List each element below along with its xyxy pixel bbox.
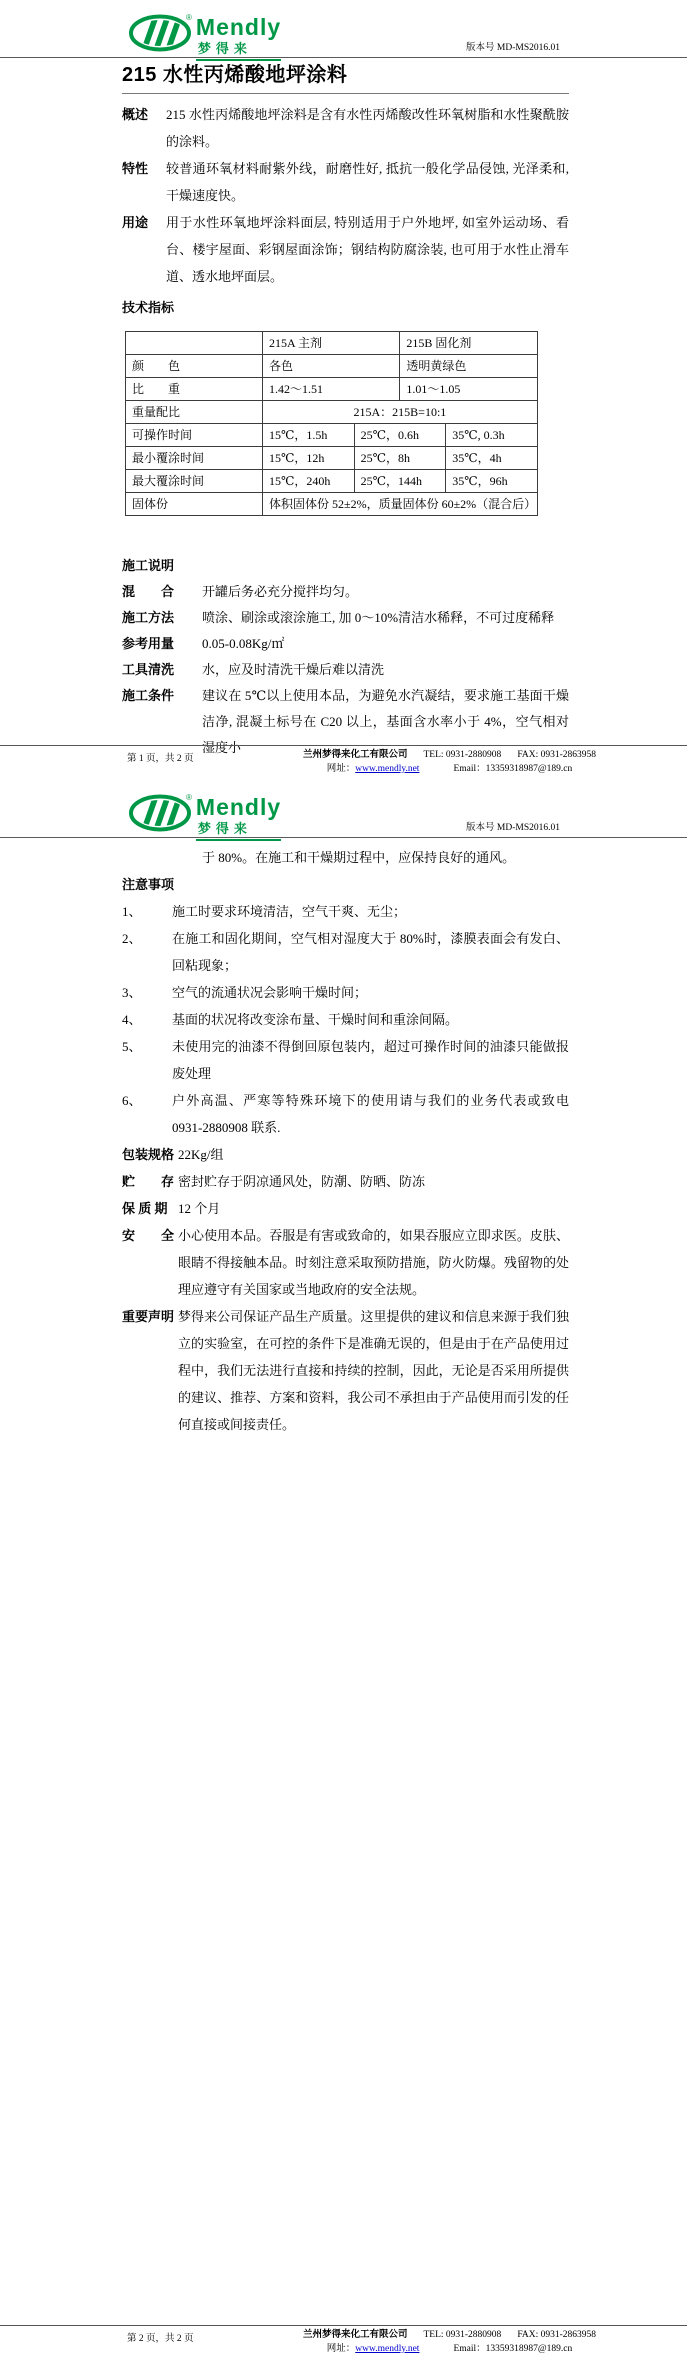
company-name: 兰州梦得来化工有限公司	[302, 750, 408, 760]
info-item-shelf-life	[122, 1195, 569, 1222]
info-item-storage	[122, 1168, 569, 1195]
table-row-pot-life	[126, 424, 538, 447]
email-label: Email：	[453, 2344, 486, 2354]
table-cell-empty	[126, 332, 263, 355]
section-features	[122, 155, 569, 209]
note-text: 在施工和固化期间，空气相对湿度大于 80%时，漆膜表面会有发白、回粘现象；	[172, 931, 569, 973]
page1-header	[0, 0, 687, 58]
item-label: 施工方法	[122, 610, 175, 625]
table-cell: 35℃，96h	[446, 470, 538, 493]
product-info-items	[122, 1141, 569, 1438]
fax-label: FAX: 0931-2863958	[517, 750, 597, 760]
table-cell: 25℃，8h	[354, 447, 446, 470]
item-text: 建议在 5℃以上使用本品，为避免水汽凝结，要求施工基面干燥洁净, 混凝土标号在 C20 以上，基面含水率小于 4%，空气相对湿度小	[202, 688, 569, 755]
note-item	[122, 925, 569, 979]
note-number: 5、	[122, 1039, 142, 1054]
email-address: 13359318987@189.cn	[485, 2344, 573, 2354]
section-overview	[122, 101, 569, 155]
page-number-label: 第 1 页，共 2 页	[127, 754, 194, 764]
tech-spec-table	[125, 331, 538, 516]
table-cell: 25℃，0.6h	[354, 424, 446, 447]
note-number: 4、	[122, 1012, 142, 1027]
phone-label: TEL: 0931-2880908	[423, 750, 502, 760]
item-label: 混 合	[122, 584, 175, 599]
section-label: 用途	[122, 215, 149, 230]
table-cell: 透明黄绿色	[400, 355, 537, 378]
note-text: 户外高温、严寒等特殊环境下的使用请与我们的业务代表或致电 0931-2880908 联系.	[172, 1093, 569, 1135]
footer-line1	[242, 749, 657, 762]
section-label: 概述	[122, 107, 149, 122]
item-label: 保 质 期	[122, 1201, 168, 1216]
table-row-min-recoat	[126, 447, 538, 470]
note-text: 基面的状况将改变涂布量、干燥时间和重涂间隔。	[172, 1012, 459, 1027]
notes-list	[122, 898, 569, 1141]
construction-item-coverage	[122, 631, 569, 657]
page-number-label: 第 2 页，共 2 页	[127, 2334, 194, 2344]
table-cell-label: 比 重	[126, 378, 263, 401]
notes-heading: 注意事项	[122, 877, 175, 892]
website-label: 网址：	[326, 764, 356, 774]
website-label: 网址：	[326, 2344, 356, 2354]
table-row-solids	[126, 493, 538, 516]
footer-line2	[242, 2343, 657, 2356]
item-label: 施工条件	[122, 688, 175, 703]
item-text: 小心使用本品。吞服是有害或致命的，如果吞服应立即求医。皮肤、眼睛不得接触本品。时刻注意采取预防措施，防火防爆。残留物的处理应遵守有关国家或当地政府的安全法规。	[178, 1228, 569, 1297]
version-label: 版本号 MD-MS2016.01	[466, 823, 560, 833]
item-label: 包装规格	[122, 1147, 175, 1162]
table-cell: 15℃，1.5h	[263, 424, 355, 447]
email-row	[453, 2343, 572, 2356]
table-row-gravity	[126, 378, 538, 401]
tech-spec-heading: 技术指标	[122, 300, 175, 315]
item-text: 梦得来公司保证产品生产质量。这里提供的建议和信息来源于我们独立的实验室，在可控的条件下是准确无误的，但是由于在产品使用过程中，我们无法进行直接和持续的控制，因此，无论是否采用所提供的建议、推荐、方案和资料，我公司不承担由于产品使用而引发的任何直接或间接责任。	[178, 1309, 569, 1432]
note-item	[122, 1033, 569, 1087]
footer-contact-block	[242, 749, 657, 776]
note-item	[122, 979, 569, 1006]
note-number: 2、	[122, 931, 142, 946]
table-row-ratio	[126, 401, 538, 424]
construction-items	[122, 579, 569, 761]
item-label: 安 全	[122, 1228, 175, 1243]
item-label: 贮 存	[122, 1174, 175, 1189]
note-text: 未使用完的油漆不得倒回原包装内，超过可操作时间的油漆只能做报废处理	[172, 1039, 569, 1081]
table-cell-label: 颜 色	[126, 355, 263, 378]
brand-name-en: Mendly	[195, 794, 282, 820]
brand-logo	[128, 14, 281, 61]
table-cell: 1.01～1.05	[400, 378, 537, 401]
construction-item-method	[122, 605, 569, 631]
brand-logo	[128, 794, 281, 841]
page-title: 215 水性丙烯酸地坪涂料	[122, 62, 569, 94]
table-cell: 15℃，12h	[263, 447, 355, 470]
construction-heading: 施工说明	[122, 558, 175, 573]
section-text: 较普通环氧材料耐紫外线，耐磨性好, 抵抗一般化学品侵蚀, 光泽柔和, 干燥速度快。	[166, 161, 569, 203]
version-label: 版本号 MD-MS2016.01	[466, 43, 560, 53]
intro-sections	[122, 101, 569, 290]
item-text: 22Kg/组	[178, 1147, 224, 1162]
item-label: 参考用量	[122, 636, 175, 651]
info-item-safety	[122, 1222, 569, 1303]
note-text: 施工时要求环境清洁，空气干爽、无尘；	[172, 904, 407, 919]
table-cell-main-agent: 215A 主剂	[263, 332, 400, 355]
continuation-text: 于 80%。在施工和干燥期过程中，应保持良好的通风。	[202, 850, 516, 865]
email-label: Email：	[453, 764, 486, 774]
registered-trademark-icon: ®	[186, 793, 192, 802]
mendly-logo-icon	[128, 14, 192, 52]
footer-row	[0, 749, 687, 776]
table-cell-hardener: 215B 固化剂	[400, 332, 537, 355]
table-cell: 35℃，4h	[446, 447, 538, 470]
mendly-logo-icon	[128, 794, 192, 832]
table-cell: 15℃，240h	[263, 470, 355, 493]
item-text: 开罐后务必充分搅拌均匀。	[202, 584, 359, 599]
page-1	[0, 0, 687, 774]
table-cell: 35℃, 0.3h	[446, 424, 538, 447]
table-row-max-recoat	[126, 470, 538, 493]
section-usage	[122, 209, 569, 290]
item-text: 喷涂、刷涂或滚涂施工, 加 0～10%清洁水稀释，不可过度稀释	[202, 610, 555, 625]
table-row-color	[126, 355, 538, 378]
page-2	[0, 780, 687, 2354]
footer-line2	[242, 763, 657, 776]
table-cell-label: 最小覆涂时间	[126, 447, 263, 470]
table-cell-label: 最大覆涂时间	[126, 470, 263, 493]
footer-contact-block	[242, 2329, 657, 2356]
note-text: 空气的流通状况会影响干燥时间；	[172, 985, 368, 1000]
table-cell: 体积固体份 52±2%，质量固体份 60±2%（混合后）	[263, 493, 538, 516]
registered-trademark-icon: ®	[186, 13, 192, 22]
note-item	[122, 1087, 569, 1141]
item-text: 密封贮存于阴凉通风处，防潮、防晒、防冻	[178, 1174, 426, 1189]
note-number: 3、	[122, 985, 142, 1000]
website-link[interactable]: www.mendly.net	[355, 2344, 420, 2354]
table-cell-label: 固体份	[126, 493, 263, 516]
page1-content	[0, 62, 687, 761]
item-label: 工具清洗	[122, 662, 175, 677]
note-number: 1、	[122, 904, 142, 919]
footer-line1	[242, 2329, 657, 2342]
section-text: 用于水性环氧地坪涂料面层, 特别适用于户外地坪, 如室外运动场、看台、楼宇屋面、彩钢屋面涂饰；钢结构防腐涂装, 也可用于水性止滑车道、透水地坪面层。	[166, 215, 569, 284]
table-cell: 25℃，144h	[354, 470, 446, 493]
fax-label: FAX: 0931-2863958	[517, 2330, 597, 2340]
construction-item-cleaning	[122, 657, 569, 683]
email-row	[453, 763, 572, 776]
table-cell-label: 重量配比	[126, 401, 263, 424]
website-row	[327, 763, 420, 776]
page2-header	[0, 780, 687, 838]
company-name: 兰州梦得来化工有限公司	[302, 2330, 408, 2340]
email-address: 13359318987@189.cn	[485, 764, 573, 774]
info-item-packaging	[122, 1141, 569, 1168]
footer-row	[0, 2329, 687, 2356]
note-item	[122, 898, 569, 925]
table-cell-label: 可操作时间	[126, 424, 263, 447]
phone-label: TEL: 0931-2880908	[423, 2330, 502, 2340]
item-text: 0.05-0.08Kg/㎡	[202, 636, 285, 651]
info-item-disclaimer	[122, 1303, 569, 1438]
table-cell: 各色	[263, 355, 400, 378]
brand-name-cn: 梦得来	[196, 817, 281, 841]
item-label: 重要声明	[122, 1309, 175, 1324]
construction-item-mixing	[122, 579, 569, 605]
section-label: 特性	[122, 161, 149, 176]
brand-wordmark	[195, 14, 282, 61]
page1-footer	[0, 745, 687, 776]
table-cell: 215A：215B=10:1	[263, 401, 538, 424]
brand-name-cn: 梦得来	[196, 37, 281, 61]
item-text: 12 个月	[178, 1201, 221, 1216]
page2-content	[0, 844, 687, 1438]
table-row-header	[126, 332, 538, 355]
item-text: 水，应及时清洗干燥后难以清洗	[202, 662, 385, 677]
table-cell: 1.42～1.51	[263, 378, 400, 401]
page2-footer	[0, 2325, 687, 2356]
brand-wordmark	[195, 794, 282, 841]
note-number: 6、	[122, 1093, 142, 1108]
website-row	[327, 2343, 420, 2356]
section-text: 215 水性丙烯酸地坪涂料是含有水性丙烯酸改性环氧树脂和水性聚酰胺的涂料。	[166, 107, 569, 149]
brand-name-en: Mendly	[195, 14, 282, 40]
website-link[interactable]: www.mendly.net	[355, 764, 420, 774]
note-item	[122, 1006, 569, 1033]
